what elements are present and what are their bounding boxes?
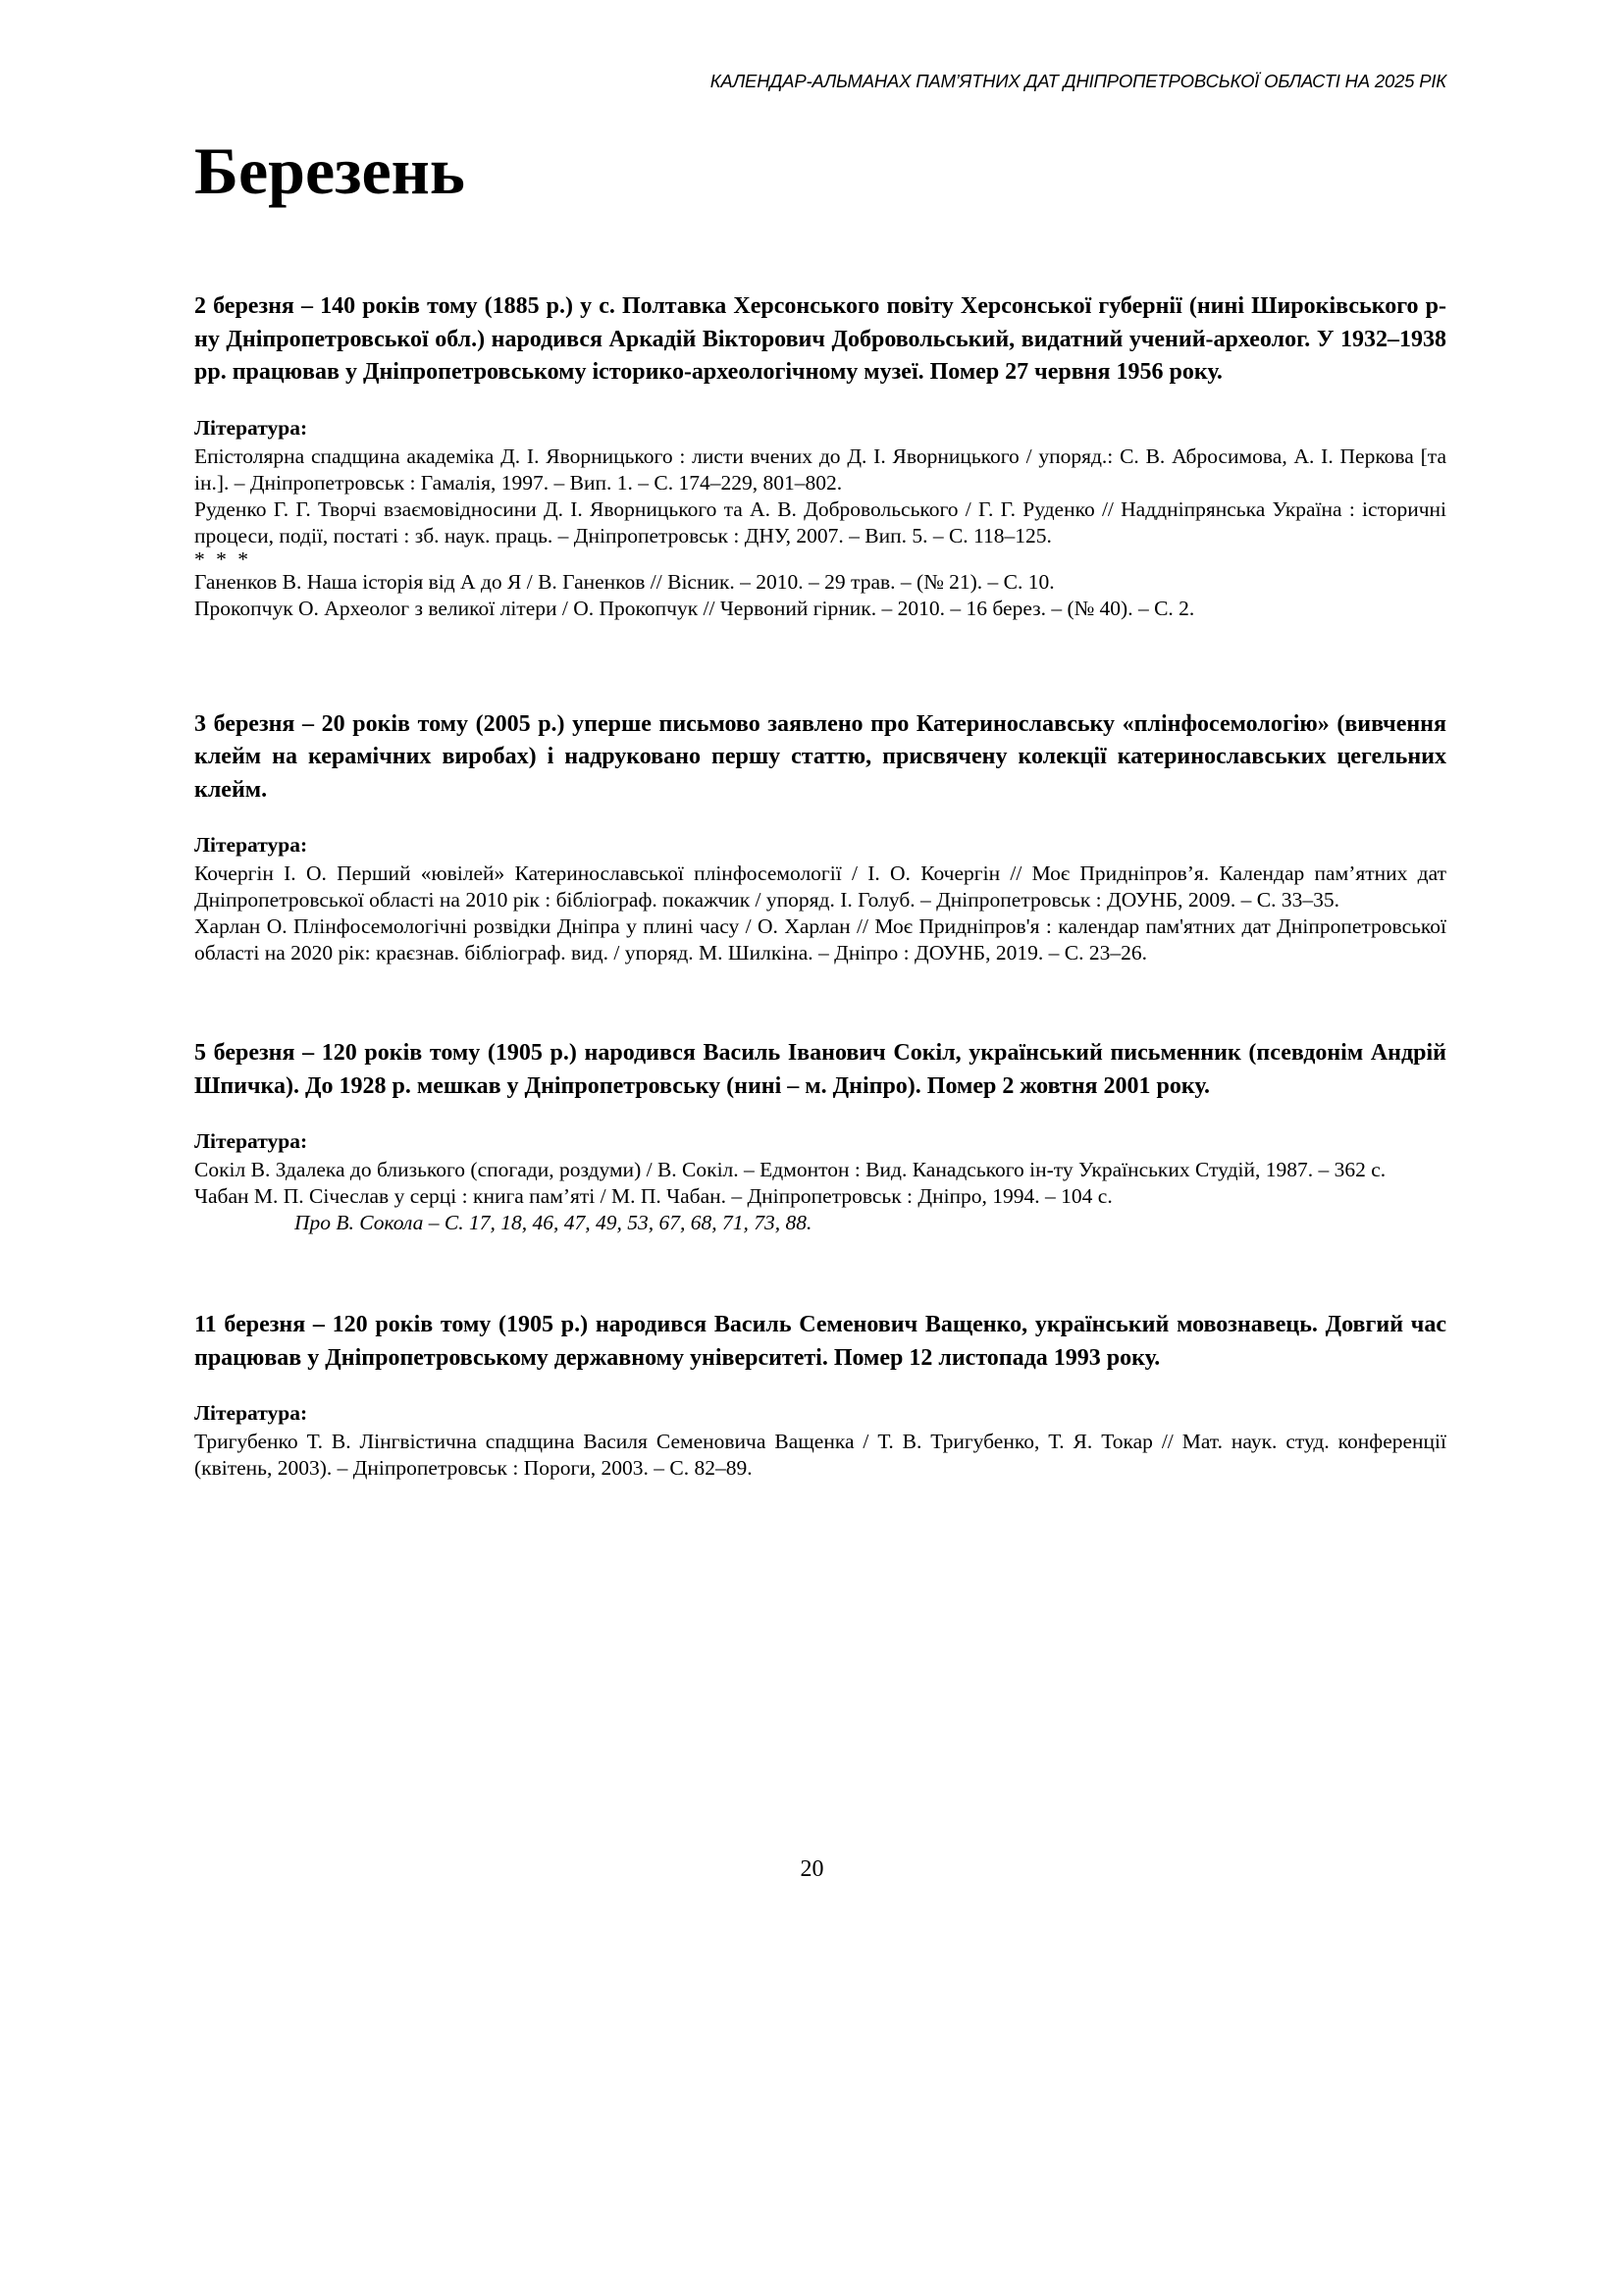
entry-heading: 2 березня – 140 років тому (1885 р.) у с. Полтавка Херсонського повіту Херсонської губернії (нині Широківського р-ну Дніпропетровської обл.) народився Аркадій Вікторович Добровольський, видатний учений-археолог. У 1932–1938 рр. працював у Дніпропетровському історико-археологічному музеї. Помер 27 червня 1956 року. xyxy=(194,293,1446,385)
content xyxy=(194,290,1446,1482)
entry-march-11 xyxy=(194,1309,1446,1482)
entry-heading: 5 березня – 120 років тому (1905 р.) народився Василь Іванович Сокіл, український письменник (псевдонім Андрій Шпичка). До 1928 р. мешкав у Дніпропетровську (нині – м. Дніпро). Помер 2 жовтня 2001 року. xyxy=(194,1040,1446,1099)
literature-item: Ганенков В. Наша історія від А до Я / В. Ганенков // Вісник. – 2010. – 29 трав. – (№ 21). – С. 10. xyxy=(194,569,1055,594)
entry-march-2 xyxy=(194,290,1446,622)
literature-label: Література: xyxy=(194,1129,308,1153)
literature-item: Тригубенко Т. В. Лінгвістична спадщина Василя Семеновича Ващенка / Т. В. Тригубенко, Т. Я. Токар // Мат. наук. студ. конференції (квітень, 2003). – Дніпропетровськ : Пороги, 2003. – С. 82–89. xyxy=(194,1430,1446,1480)
literature-item: Руденко Г. Г. Творчі взаємовідносини Д. І. Яворницького та А. В. Добровольського / Г. Г. Руденко // Наддніпрянська Україна : історичні процеси, події, постаті : зб. наук. праць. – Дніпропетровськ : ДНУ, 2007. – Вип. 5. – С. 118–125. xyxy=(194,496,1446,548)
entry-march-5 xyxy=(194,1037,1446,1236)
literature-note: Про В. Сокола – С. 17, 18, 46, 47, 49, 53, 67, 68, 71, 73, 88. xyxy=(294,1211,812,1234)
literature-item: Харлан О. Плінфосемологічні розвідки Дніпра у плині часу / О. Харлан // Моє Придніпров'я : календар пам'ятних дат Дніпропетровської області на 2020 рік: краєзнав. бібліограф. вид. / упоряд. М. Шилкіна. – Дніпро : ДОУНБ, 2019. – С. 23–26. xyxy=(194,914,1446,965)
page-title: Березень xyxy=(194,133,465,208)
literature-label: Література: xyxy=(194,1401,308,1425)
literature-item: Чабан М. П. Січеслав у серці : книга пам’яті / М. П. Чабан. – Дніпропетровськ : Дніпро, 1994. – 104 с. xyxy=(194,1184,1113,1208)
literature-item: Прокопчук О. Археолог з великої літери / О. Прокопчук // Червоний гірник. – 2010. – 16 берез. – (№ 40). – С. 2. xyxy=(194,596,1195,620)
separator-asterisks: * * * xyxy=(194,547,251,571)
entry-heading: 11 березня – 120 років тому (1905 р.) народився Василь Семенович Ващенко, український мовознавець. Довгий час працював у Дніпропетровському державному університеті. Помер 12 листопада 1993 року. xyxy=(194,1312,1446,1371)
running-head: КАЛЕНДАР-АЛЬМАНАХ ПАМ’ЯТНИХ ДАТ ДНІПРОПЕТРОВСЬКОЇ ОБЛАСТІ НА 2025 РІК xyxy=(709,71,1446,91)
literature-item: Епістолярна спадщина академіка Д. І. Яворницького : листи вчених до Д. І. Яворницького / упоряд.: С. В. Абросимова, А. І. Перкова [та ін.]. – Дніпропетровськ : Гамалія, 1997. – Вип. 1. – С. 174–229, 801–802. xyxy=(194,443,1446,495)
literature-item: Сокіл В. Здалека до близького (спогади, роздуми) / В. Сокіл. – Едмонтон : Вид. Канадського ін-ту Українських Студій, 1987. – 362 с. xyxy=(194,1158,1387,1181)
literature-label: Література: xyxy=(194,415,308,440)
entry-march-3 xyxy=(194,708,1446,967)
page-number: 20 xyxy=(800,1856,824,1882)
literature-label: Література: xyxy=(194,833,308,857)
literature-item: Кочергін І. О. Перший «ювілей» Катеринославської плінфосемології / І. О. Кочергін // Моє Придніпров’я. Календар пам’ятних дат Дніпропетровської області на 2010 рік : бібліограф. покажчик / упоряд. І. Голуб. – Дніпропетровськ : ДОУНБ, 2009. – С. 33–35. xyxy=(194,861,1446,912)
entry-heading: 3 березня – 20 років тому (2005 р.) уперше письмово заявлено про Катеринославську «плінфосемологію» (вивчення клейм на керамічних виробах) і надруковано першу статтю, присвячену колекції катеринославських цегельних клейм. xyxy=(194,710,1446,803)
